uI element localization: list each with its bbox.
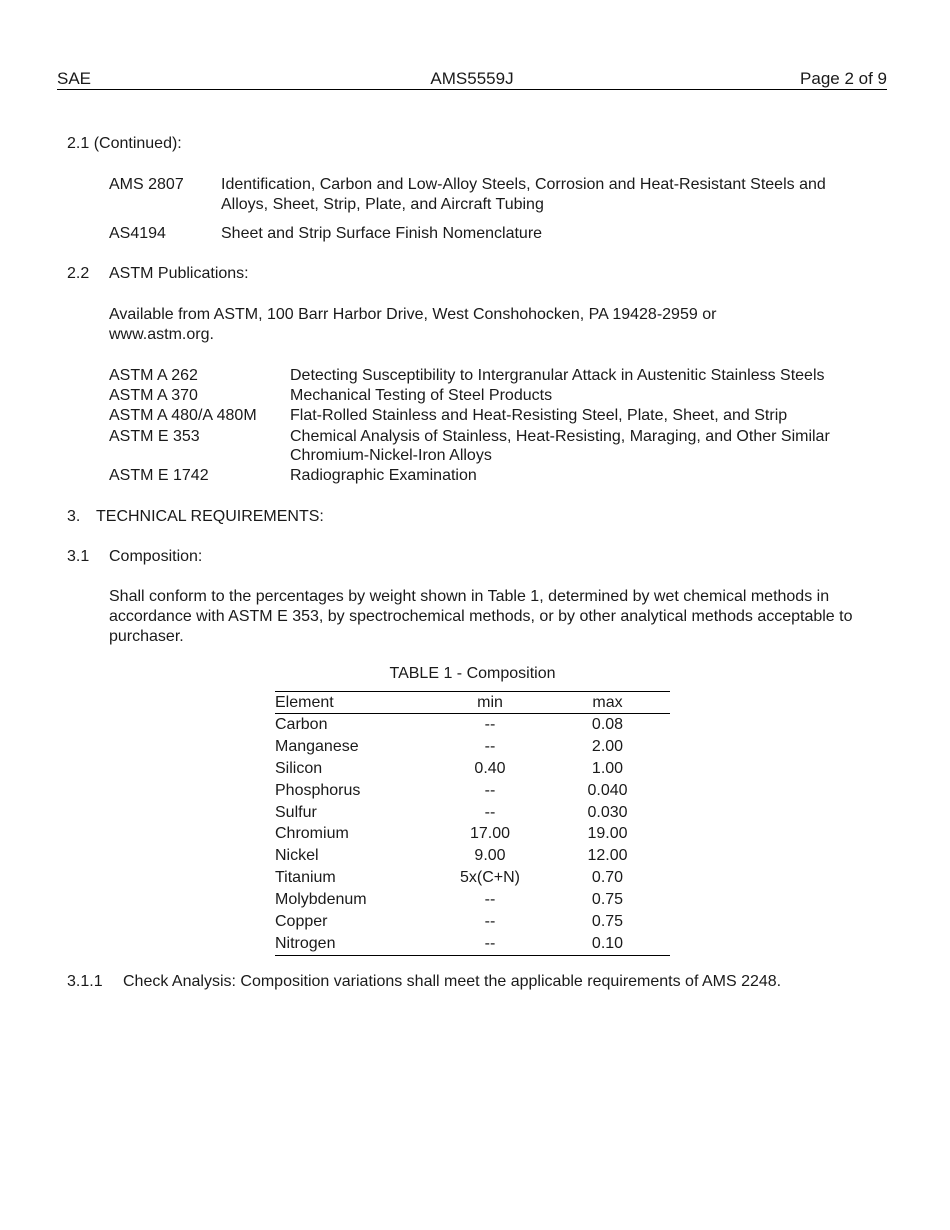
section-3-1-title: Composition:	[109, 548, 203, 565]
min-cell: 0.40	[474, 759, 506, 777]
max-cell: 1.00	[591, 759, 624, 777]
astm-availability-text: Available from ASTM, 100 Barr Harbor Drive, West Conshohocken, PA 19428-2959 or www.astm.org.	[109, 306, 717, 343]
table-row	[275, 780, 670, 802]
element-cell: Phosphorus	[275, 781, 361, 799]
section-3-1-1-number: 3.1.1	[67, 973, 103, 990]
column-header-min: min	[435, 692, 545, 714]
table-row	[275, 758, 670, 780]
table-header-row	[275, 692, 670, 714]
table-row	[275, 845, 670, 867]
max-cell: 2.00	[591, 737, 624, 755]
element-cell: Nitrogen	[275, 934, 336, 952]
element-cell: Silicon	[275, 759, 323, 777]
section-2-1-heading: 2.1 (Continued):	[67, 135, 182, 152]
table-1-caption: TABLE 1 - Composition	[389, 665, 556, 682]
min-cell: 9.00	[474, 847, 506, 865]
element-cell: Manganese	[275, 737, 359, 755]
min-cell: --	[484, 781, 496, 799]
min-cell: --	[484, 891, 496, 909]
check-analysis-text: Check Analysis: Composition variations shall meet the applicable requirements of AMS 2248.	[123, 973, 782, 990]
min-cell: 5x(C+N)	[459, 869, 520, 887]
min-cell: --	[484, 715, 496, 733]
table-row	[275, 714, 670, 736]
ref-title-astm-a480: Flat-Rolled Stainless and Heat-Resisting Steel, Plate, Sheet, and Strip	[290, 407, 788, 424]
max-cell: 0.030	[587, 803, 628, 821]
ref-title-astm-e353: Chemical Analysis of Stainless, Heat-Resisting, Maraging, and Other Similar Chromium-Nickel-Iron Alloys	[290, 428, 830, 464]
table-row	[275, 736, 670, 758]
table-row	[275, 867, 670, 889]
running-header	[57, 69, 887, 90]
element-cell: Nickel	[275, 847, 319, 865]
ref-title-astm-e1742: Radiographic Examination	[290, 467, 477, 484]
min-cell: 17.00	[469, 825, 511, 843]
column-header-max: max	[545, 692, 670, 714]
section-3-title: TECHNICAL REQUIREMENTS:	[96, 508, 324, 525]
section-2-2-title: ASTM Publications:	[109, 265, 249, 282]
ref-code-ams2807: AMS 2807	[109, 176, 184, 193]
max-cell: 0.10	[591, 934, 624, 952]
composition-paragraph: Shall conform to the percentages by weight shown in Table 1, determined by wet chemical methods in accordance with ASTM E 353, by spectrochemical methods, or by other analytical methods acceptable to purchaser.	[109, 588, 853, 645]
ref-code-astm-a480: ASTM A 480/A 480M	[109, 407, 257, 424]
element-cell: Sulfur	[275, 803, 317, 821]
header-document-id: AMS5559J	[430, 69, 514, 88]
header-publisher: SAE	[57, 69, 92, 88]
ref-title-astm-a262: Detecting Susceptibility to Intergranular Attack in Austenitic Stainless Steels	[290, 367, 825, 384]
element-cell: Molybdenum	[275, 891, 367, 909]
ref-title-astm-a370: Mechanical Testing of Steel Products	[290, 387, 553, 404]
ref-title-as4194: Sheet and Strip Surface Finish Nomenclature	[221, 225, 543, 242]
ref-code-as4194: AS4194	[109, 225, 166, 242]
table-row	[275, 802, 670, 824]
max-cell: 0.70	[591, 869, 624, 887]
table-row	[275, 933, 670, 955]
ref-code-astm-a370: ASTM A 370	[109, 387, 198, 404]
ref-code-astm-a262: ASTM A 262	[109, 367, 198, 384]
ref-code-astm-e1742: ASTM E 1742	[109, 467, 209, 484]
column-header-element: Element	[275, 692, 435, 714]
max-cell: 0.040	[587, 781, 628, 799]
element-cell: Titanium	[275, 869, 336, 887]
section-3-1-number: 3.1	[67, 548, 90, 565]
table-row	[275, 889, 670, 911]
max-cell: 0.08	[591, 715, 624, 733]
ref-title-ams2807: Identification, Carbon and Low-Alloy Steels, Corrosion and Heat-Resistant Steels and Alloys, Sheet, Strip, Plate, and Aircraft Tubing	[221, 176, 826, 213]
min-cell: --	[484, 912, 496, 930]
max-cell: 12.00	[587, 847, 628, 865]
element-cell: Chromium	[275, 825, 349, 843]
max-cell: 19.00	[587, 825, 628, 843]
header-page-number: Page 2 of 9	[800, 69, 887, 88]
min-cell: --	[484, 934, 496, 952]
section-2-2-number: 2.2	[67, 265, 90, 282]
max-cell: 0.75	[591, 891, 624, 909]
table-row	[275, 823, 670, 845]
min-cell: --	[484, 803, 496, 821]
section-3-number: 3.	[67, 508, 81, 525]
table-row	[275, 911, 670, 933]
min-cell: --	[484, 737, 496, 755]
element-cell: Copper	[275, 912, 328, 930]
max-cell: 0.75	[591, 912, 624, 930]
element-cell: Carbon	[275, 715, 328, 733]
ref-code-astm-e353: ASTM E 353	[109, 428, 200, 445]
composition-table	[275, 691, 670, 956]
